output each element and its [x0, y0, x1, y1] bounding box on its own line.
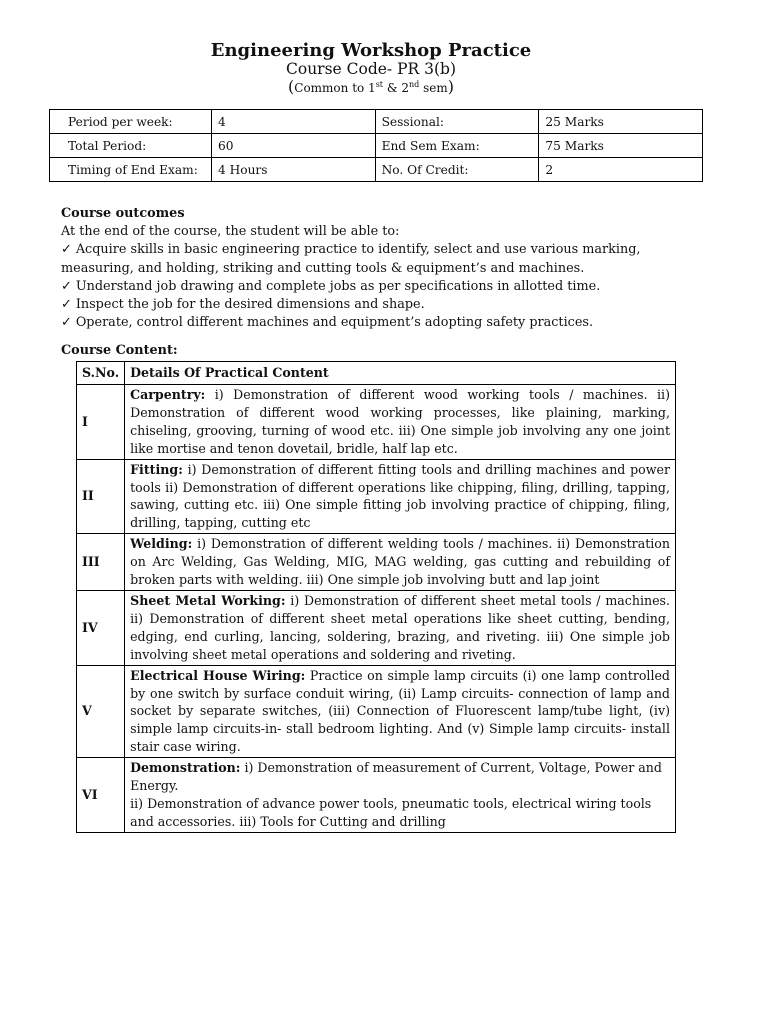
row-details: [125, 459, 676, 534]
table-row: [50, 110, 703, 134]
info-value: 4: [211, 110, 375, 134]
outcomes-intro: At the end of the course, the student will be able to:: [61, 224, 400, 240]
column-header-sno: S.No.: [77, 362, 125, 385]
row-details: [125, 534, 676, 591]
list-item: [61, 296, 711, 314]
row-details: [125, 385, 676, 460]
row-text: i) Demonstration of different sheet metal tools / machines. ii) Demonstration of different sheet metal operations like sheet cutting, bending, edging, end curling, lancing, soldering, brazing, and riveting. iii) One simple job involving sheet metal operations and soldering and riveting.: [130, 592, 670, 662]
row-topic: Carpentry:: [130, 387, 206, 402]
row-text: i) Demonstration of different fitting tools and drilling machines and power tools ii) Demonstration of different operations like chipping, filing, drilling, tapping, sawing, cutting etc. iii) One simple fitting job involving practice of chipping, filing, drilling, tapping, cutting etc: [130, 461, 670, 531]
course-content-heading: Course Content:: [61, 343, 178, 358]
row-sno: V: [77, 665, 125, 758]
common-text-1: Common to 1: [294, 81, 376, 95]
list-item: [61, 241, 711, 277]
checkmark-icon: ✓: [61, 315, 72, 331]
column-header-details: Details Of Practical Content: [125, 362, 676, 385]
outcome-text: Acquire skills in basic engineering practice to identify, select and use various marking, measuring, and holding, striking and cutting tools & equipment’s and machines.: [61, 242, 641, 276]
table-row: [77, 590, 676, 665]
row-details: [125, 758, 676, 833]
table-row: [77, 758, 676, 833]
common-text-2: & 2: [383, 81, 409, 95]
list-item: [61, 278, 711, 296]
info-value: 60: [211, 134, 375, 158]
info-label: No. Of Credit:: [375, 158, 539, 182]
table-row: [77, 459, 676, 534]
common-sup-1: st: [375, 80, 384, 89]
outcome-text: Operate, control different machines and equipment’s adopting safety practices.: [75, 315, 594, 331]
table-row: [50, 134, 703, 158]
row-topic: Welding:: [130, 536, 193, 552]
row-details: [125, 590, 676, 665]
row-topic: Fitting:: [130, 461, 183, 477]
info-value: 4 Hours: [211, 158, 375, 182]
info-value: 75 Marks: [539, 134, 703, 158]
row-topic: Electrical House Wiring:: [130, 667, 306, 683]
row-sno: VI: [77, 758, 125, 833]
table-row: [77, 665, 676, 758]
info-label: End Sem Exam:: [375, 134, 539, 158]
row-sno: III: [77, 534, 125, 591]
row-text: i) Demonstration of different wood working tools / machines. ii) Demonstration of different wood working processes, like plaining, marking, chiseling, grooving, turning of wood etc. iii) One simple job involving any one joint like mortise and tenon dovetail, bridle, half lap etc.: [130, 387, 670, 456]
row-details: [125, 665, 676, 758]
info-label: Total Period:: [50, 134, 212, 158]
row-sno: IV: [77, 590, 125, 665]
row-text: i) Demonstration of measurement of Current, Voltage, Power and Energy.: [130, 760, 662, 794]
row-text: Practice on simple lamp circuits (i) one lamp controlled by one switch by surface conduit wiring, (ii) Lamp circuits- connection of lamp and socket by separate switches, (iii) Connection of Fluorescent lamp/tube light, (iv) simple lamp circuits-in- stall bedroom lighting. And (v) Simple lamp circuits- install stair case wiring.: [130, 667, 670, 755]
common-sup-2: nd: [408, 80, 420, 89]
common-text-3: sem: [419, 81, 448, 95]
checkmark-icon: ✓: [61, 297, 72, 313]
info-label: Period per week:: [50, 110, 212, 134]
table-row: [50, 158, 703, 182]
list-item: [61, 314, 711, 332]
course-code: Course Code- PR 3(b): [286, 60, 456, 78]
row-sno: I: [77, 385, 125, 460]
table-header-row: [77, 362, 676, 385]
row-sno: II: [77, 459, 125, 534]
info-label: Timing of End Exam:: [50, 158, 212, 182]
common-open-paren: (: [288, 77, 295, 96]
info-value: 2: [539, 158, 703, 182]
row-text-continued: ii) Demonstration of advance power tools, pneumatic tools, electrical wiring tools and accessories. iii) Tools for Cutting and drilling: [130, 795, 652, 829]
course-outcomes: [61, 205, 711, 332]
outcome-text: Inspect the job for the desired dimensions and shape.: [75, 297, 425, 313]
outcomes-heading: Course outcomes: [61, 206, 185, 221]
common-semesters: [0, 76, 742, 97]
info-value: 25 Marks: [539, 110, 703, 134]
row-topic: Sheet Metal Working:: [130, 592, 286, 608]
checkmark-icon: ✓: [61, 278, 72, 294]
course-content-table: [76, 361, 676, 833]
common-close-paren: ): [447, 77, 454, 96]
outcome-text: Understand job drawing and complete jobs as per specifications in allotted time.: [75, 278, 601, 294]
checkmark-icon: ✓: [61, 242, 72, 258]
course-info-table: [49, 109, 703, 182]
document-title: Engineering Workshop Practice: [210, 40, 532, 61]
table-row: [77, 385, 676, 460]
row-text: i) Demonstration of different welding tools / machines. ii) Demonstration on Arc Welding, Gas Welding, MIG, MAG welding, gas cutting and rebuilding of broken parts with welding. iii) One simple job involving butt and lap joint: [130, 536, 670, 588]
row-topic: Demonstration:: [130, 760, 241, 776]
info-label: Sessional:: [375, 110, 539, 134]
table-row: [77, 534, 676, 591]
